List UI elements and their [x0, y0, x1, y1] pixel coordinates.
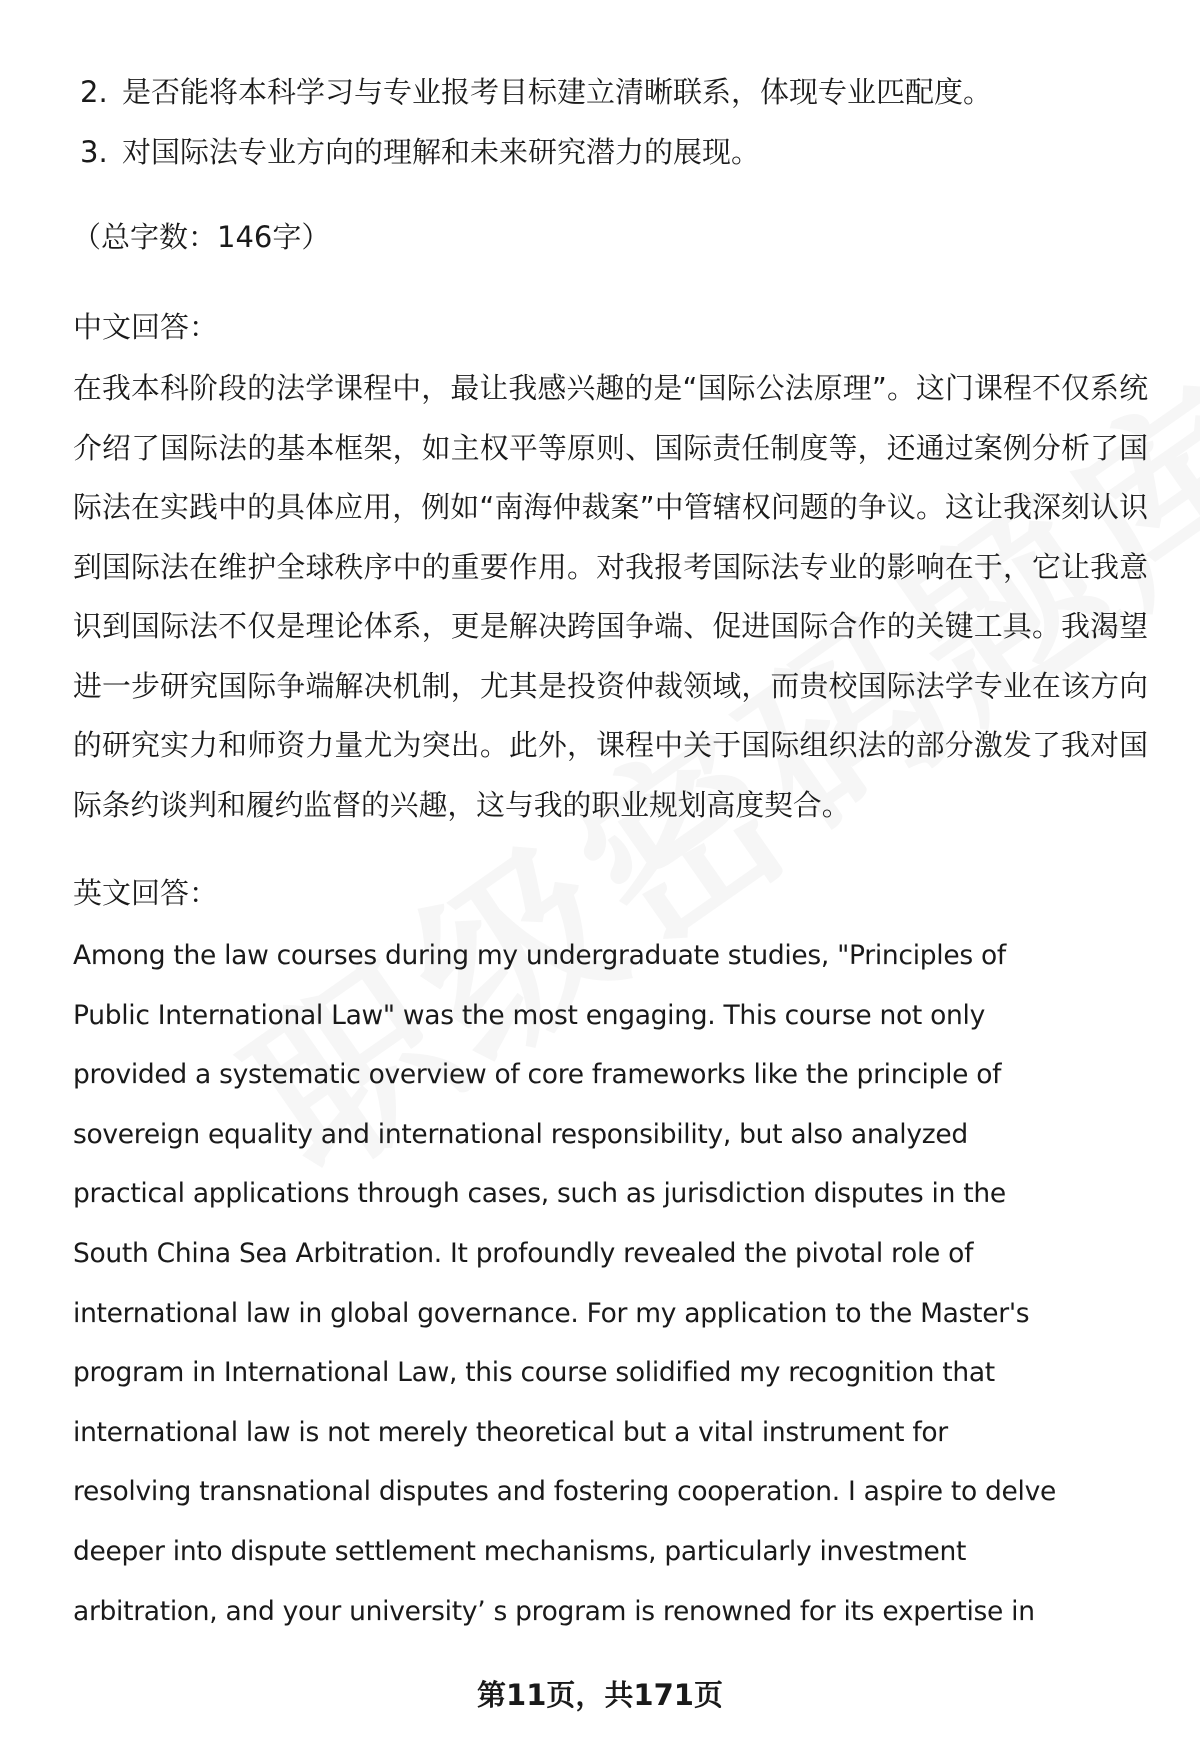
list-item-text: 是否能将本科学习与专业报考目标建立清晰联系，体现专业匹配度。	[122, 75, 993, 109]
english-answer-line: international law in global governance. For my application to the Master's	[73, 1297, 1030, 1329]
english-answer-line: sovereign equality and international responsibility, but also analyzed	[73, 1118, 968, 1150]
english-answer-heading: 英文回答：	[73, 876, 219, 910]
english-answer-line: Among the law courses during my undergraduate studies, "Principles of	[73, 940, 1006, 971]
english-answer-line: practical applications through cases, such as jurisdiction disputes in the	[73, 1178, 1006, 1210]
english-answer-line: program in International Law, this course solidified my recognition that	[73, 1357, 995, 1389]
list-item-text: 对国际法专业方向的理解和未来研究潜力的展现。	[122, 135, 761, 169]
english-answer-line: provided a systematic overview of core frameworks like the principle of	[73, 1059, 1002, 1091]
list-item-number: 2.	[80, 75, 108, 109]
list-item	[80, 62, 1140, 122]
english-answer-body	[73, 926, 1163, 1641]
english-answer-line: Public International Law" was the most engaging. This course not only	[73, 999, 985, 1031]
english-answer-line: international law is not merely theoretical but a vital instrument for	[73, 1416, 948, 1448]
english-answer-line: arbitration, and your university’ s program is renowned for its expertise in	[73, 1595, 1035, 1627]
english-answer-line: deeper into dispute settlement mechanisms, particularly investment	[73, 1535, 967, 1567]
chinese-answer-heading: 中文回答：	[73, 310, 219, 344]
chinese-answer-body: 在我本科阶段的法学课程中，最让我感兴趣的是“国际公法原理”。这门课程不仅系统介绍了国际法的基本框架，如主权平等原则、国际责任制度等，还通过案例分析了国际法在实践中的具体应用，例如“南海仲裁案”中管辖权问题的争议。这让我深刻认识到国际法在维护全球秩序中的重要作用。对我报考国际法专业的影响在于，它让我意识到国际法不仅是理论体系，更是解决跨国争端、促进国际合作的关键工具。我渴望进一步研究国际争端解决机制，尤其是投资仲裁领域，而贵校国际法学专业在该方向的研究实力和师资力量尤为突出。此外，课程中关于国际组织法的部分激发了我对国际条约谈判和履约监督的兴趣，这与我的职业规划高度契合。	[73, 371, 1148, 822]
criteria-list	[80, 62, 1140, 182]
english-answer-line: South China Sea Arbitration. It profoundly revealed the pivotal role of	[73, 1237, 974, 1269]
english-answer-line: resolving transnational disputes and fostering cooperation. I aspire to delve	[73, 1476, 1056, 1508]
word-count: （总字数：146字）	[72, 220, 331, 254]
page-number-footer: 第11页，共171页	[477, 1678, 723, 1712]
list-item-number: 3.	[80, 135, 108, 169]
list-item	[80, 122, 1140, 182]
